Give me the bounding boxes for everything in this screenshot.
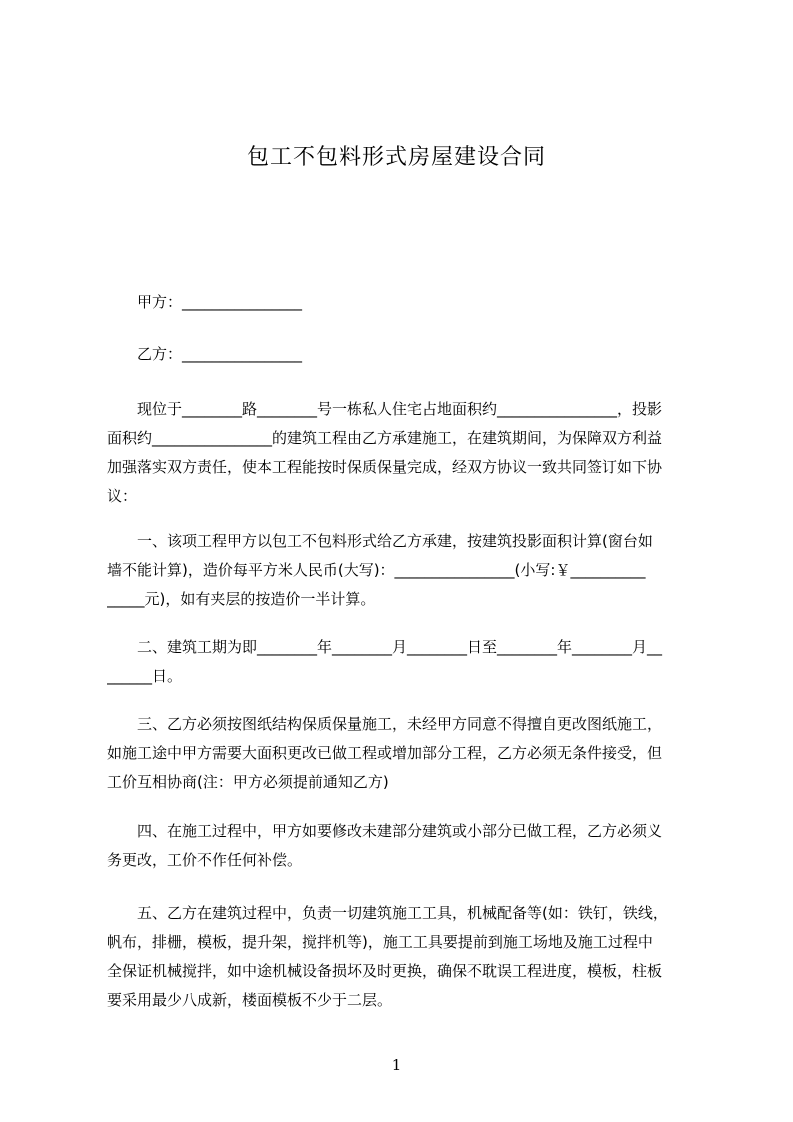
- page-number: 1: [391, 1056, 402, 1074]
- paragraph-line: 务更改，工价不作任何补偿。: [107, 851, 303, 869]
- intro-paragraph: [107, 395, 703, 511]
- party-a-line: 甲方：________________: [137, 293, 303, 311]
- clause-4: [107, 817, 703, 875]
- paragraph-line: 全保证机械搅拌，如中途机械设备损坏及时更换，确保不耽误工程进度，模板，柱板: [107, 962, 663, 980]
- paragraph-line: ______日。: [107, 667, 183, 685]
- paragraph-line: 工价互相协商(注：甲方必须提前通知乙方): [107, 773, 389, 791]
- paragraph-line: 面积约________________的建筑工程由乙方承建施工，在建筑期间，为保障双方利益: [107, 429, 663, 447]
- paragraph-line: 要采用最少八成新，楼面模板不少于二层。: [107, 991, 393, 1009]
- paragraph-line: 三、乙方必须按图纸结构保质保量施工，未经甲方同意不得擅自更改图纸施工，: [107, 715, 663, 733]
- document-title: 包工不包料形式房屋建设合同: [246, 145, 546, 170]
- clause-2: [107, 633, 703, 691]
- paragraph-line: 五、乙方在建筑过程中，负责一切建筑施工工具，机械配备等(如：铁钉，铁线，: [107, 904, 668, 922]
- paragraph-line: _____元)，如有夹层的按造价一半计算。: [107, 590, 376, 608]
- paragraph-line: 帆布，排栅，模板，提升架，搅拌机等)，施工工具要提前到施工场地及施工过程中: [107, 933, 653, 951]
- clause-5: [107, 899, 703, 1015]
- paragraph-line: 二、建筑工期为即________年________月________日至________年________月__: [107, 638, 663, 656]
- paragraph-line: 加强落实双方责任，使本工程能按时保质保量完成，经双方协议一致共同签订如下协: [107, 458, 663, 476]
- clause-1: [107, 527, 703, 614]
- party-b-line: 乙方：________________: [137, 345, 303, 363]
- paragraph-line: 四、在施工过程中，甲方如要修改未建部分建筑或小部分已做工程，乙方必须义: [107, 822, 663, 840]
- paragraph-line: 现位于________路________号一栋私人住宅占地面积约________________，投影: [107, 400, 663, 418]
- paragraph-line: 议：: [107, 487, 138, 505]
- paragraph-line: 墙不能计算)，造价每平方米人民币(大写)：________________(小写:￥__________: [107, 561, 646, 579]
- clause-3: [107, 710, 703, 797]
- paragraph-line: 如施工途中甲方需要大面积更改已做工程或增加部分工程，乙方必须无条件接受，但: [107, 744, 663, 762]
- paragraph-line: 一、该项工程甲方以包工不包料形式给乙方承建，按建筑投影面积计算(窗台如: [107, 532, 653, 550]
